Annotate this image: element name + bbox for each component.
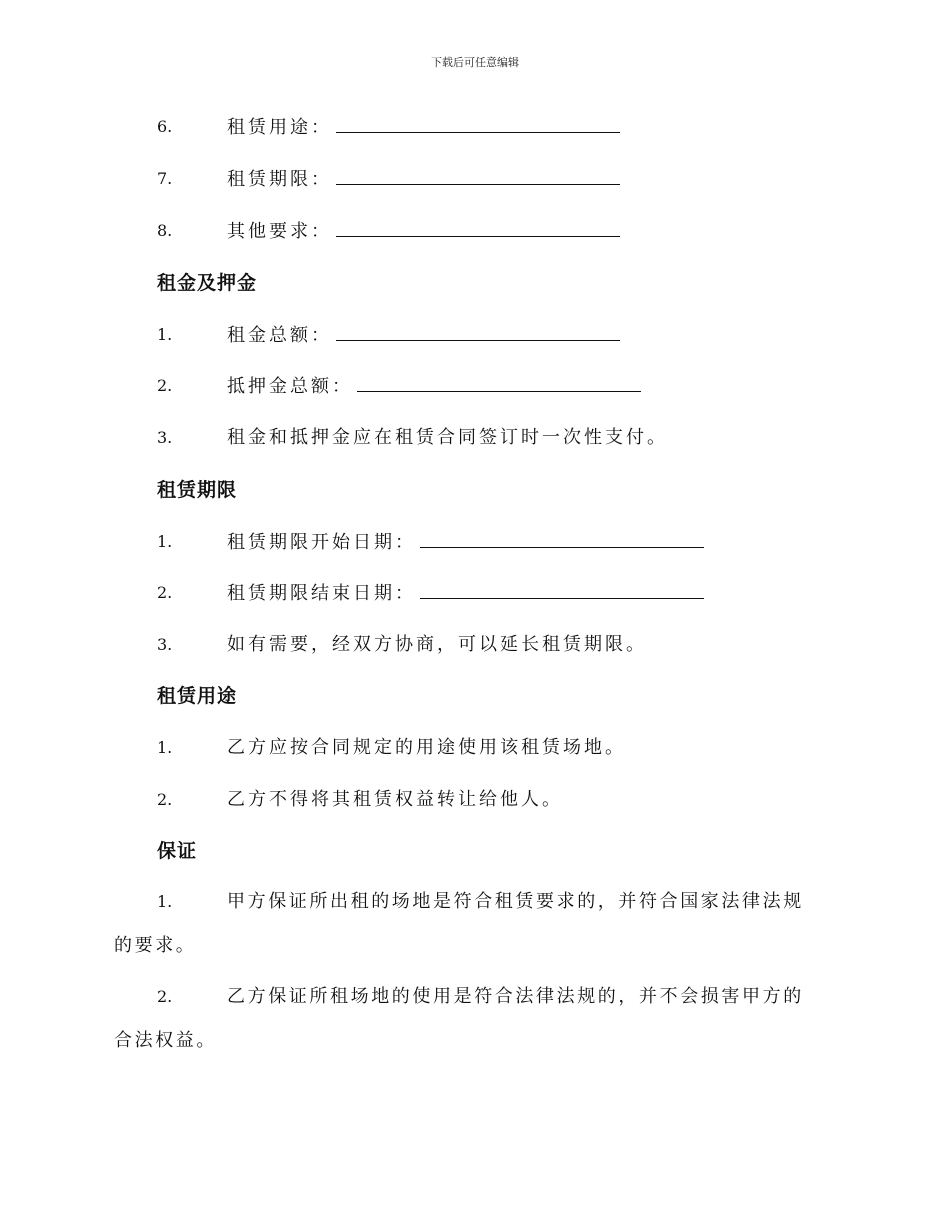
item-number: 8.: [157, 221, 173, 240]
item-text: 乙方应按合同规定的用途使用该租赁场地。: [227, 737, 626, 758]
list-item: [0, 578, 950, 608]
list-item: [0, 630, 950, 660]
item-number: 3.: [157, 635, 173, 654]
blank-field: [420, 578, 704, 599]
item-text-line2: 合法权益。: [114, 1030, 217, 1051]
section-heading-rent: 租金及押金: [157, 272, 258, 294]
item-number: 2.: [157, 376, 173, 395]
list-item: [0, 216, 950, 246]
item-label: 租赁期限结束日期：: [227, 583, 416, 604]
blank-field: [336, 164, 620, 185]
item-label: 租金总额：: [227, 325, 332, 346]
item-number: 3.: [157, 428, 173, 447]
item-text-line1: 甲方保证所出租的场地是符合租赁要求的，并符合国家法律法规: [227, 891, 804, 912]
paragraph-item: [114, 975, 834, 1063]
item-label: 其他要求：: [227, 221, 332, 242]
section-heading-usage: 租赁用途: [157, 685, 238, 707]
list-item: [0, 527, 950, 557]
paragraph-item: [114, 880, 834, 968]
section-heading-term: 租赁期限: [157, 479, 238, 501]
list-item: [0, 423, 950, 453]
item-text-line1: 乙方保证所租场地的使用是符合法律法规的，并不会损害甲方的: [227, 986, 804, 1007]
list-item: [0, 320, 950, 350]
item-number: 1.: [157, 892, 173, 911]
blank-field: [336, 216, 620, 237]
item-text: 乙方不得将其租赁权益转让给他人。: [227, 789, 563, 810]
item-label: 抵押金总额：: [227, 376, 353, 397]
item-number: 7.: [157, 169, 173, 188]
blank-field: [336, 112, 620, 133]
item-label: 租赁期限：: [227, 169, 332, 190]
list-item: [0, 785, 950, 815]
list-item: [0, 112, 950, 142]
item-number: 2.: [157, 987, 173, 1006]
blank-field: [420, 527, 704, 548]
item-label: 租赁期限开始日期：: [227, 532, 416, 553]
item-number: 6.: [157, 117, 173, 136]
item-text: 租金和抵押金应在租赁合同签订时一次性支付。: [227, 427, 668, 448]
item-text-line2: 的要求。: [114, 935, 197, 956]
blank-field: [336, 320, 620, 341]
blank-field: [357, 371, 641, 392]
item-label: 租赁用途：: [227, 117, 332, 138]
list-item: [0, 371, 950, 401]
list-item: [0, 164, 950, 194]
item-number: 1.: [157, 532, 173, 551]
list-item: [0, 733, 950, 763]
item-number: 1.: [157, 325, 173, 344]
item-number: 1.: [157, 738, 173, 757]
header-note: 下载后可任意编辑: [431, 56, 519, 69]
section-heading-guarantee: 保证: [157, 840, 198, 862]
item-number: 2.: [157, 790, 173, 809]
item-number: 2.: [157, 583, 173, 602]
item-text: 如有需要，经双方协商，可以延长租赁期限。: [227, 634, 647, 655]
